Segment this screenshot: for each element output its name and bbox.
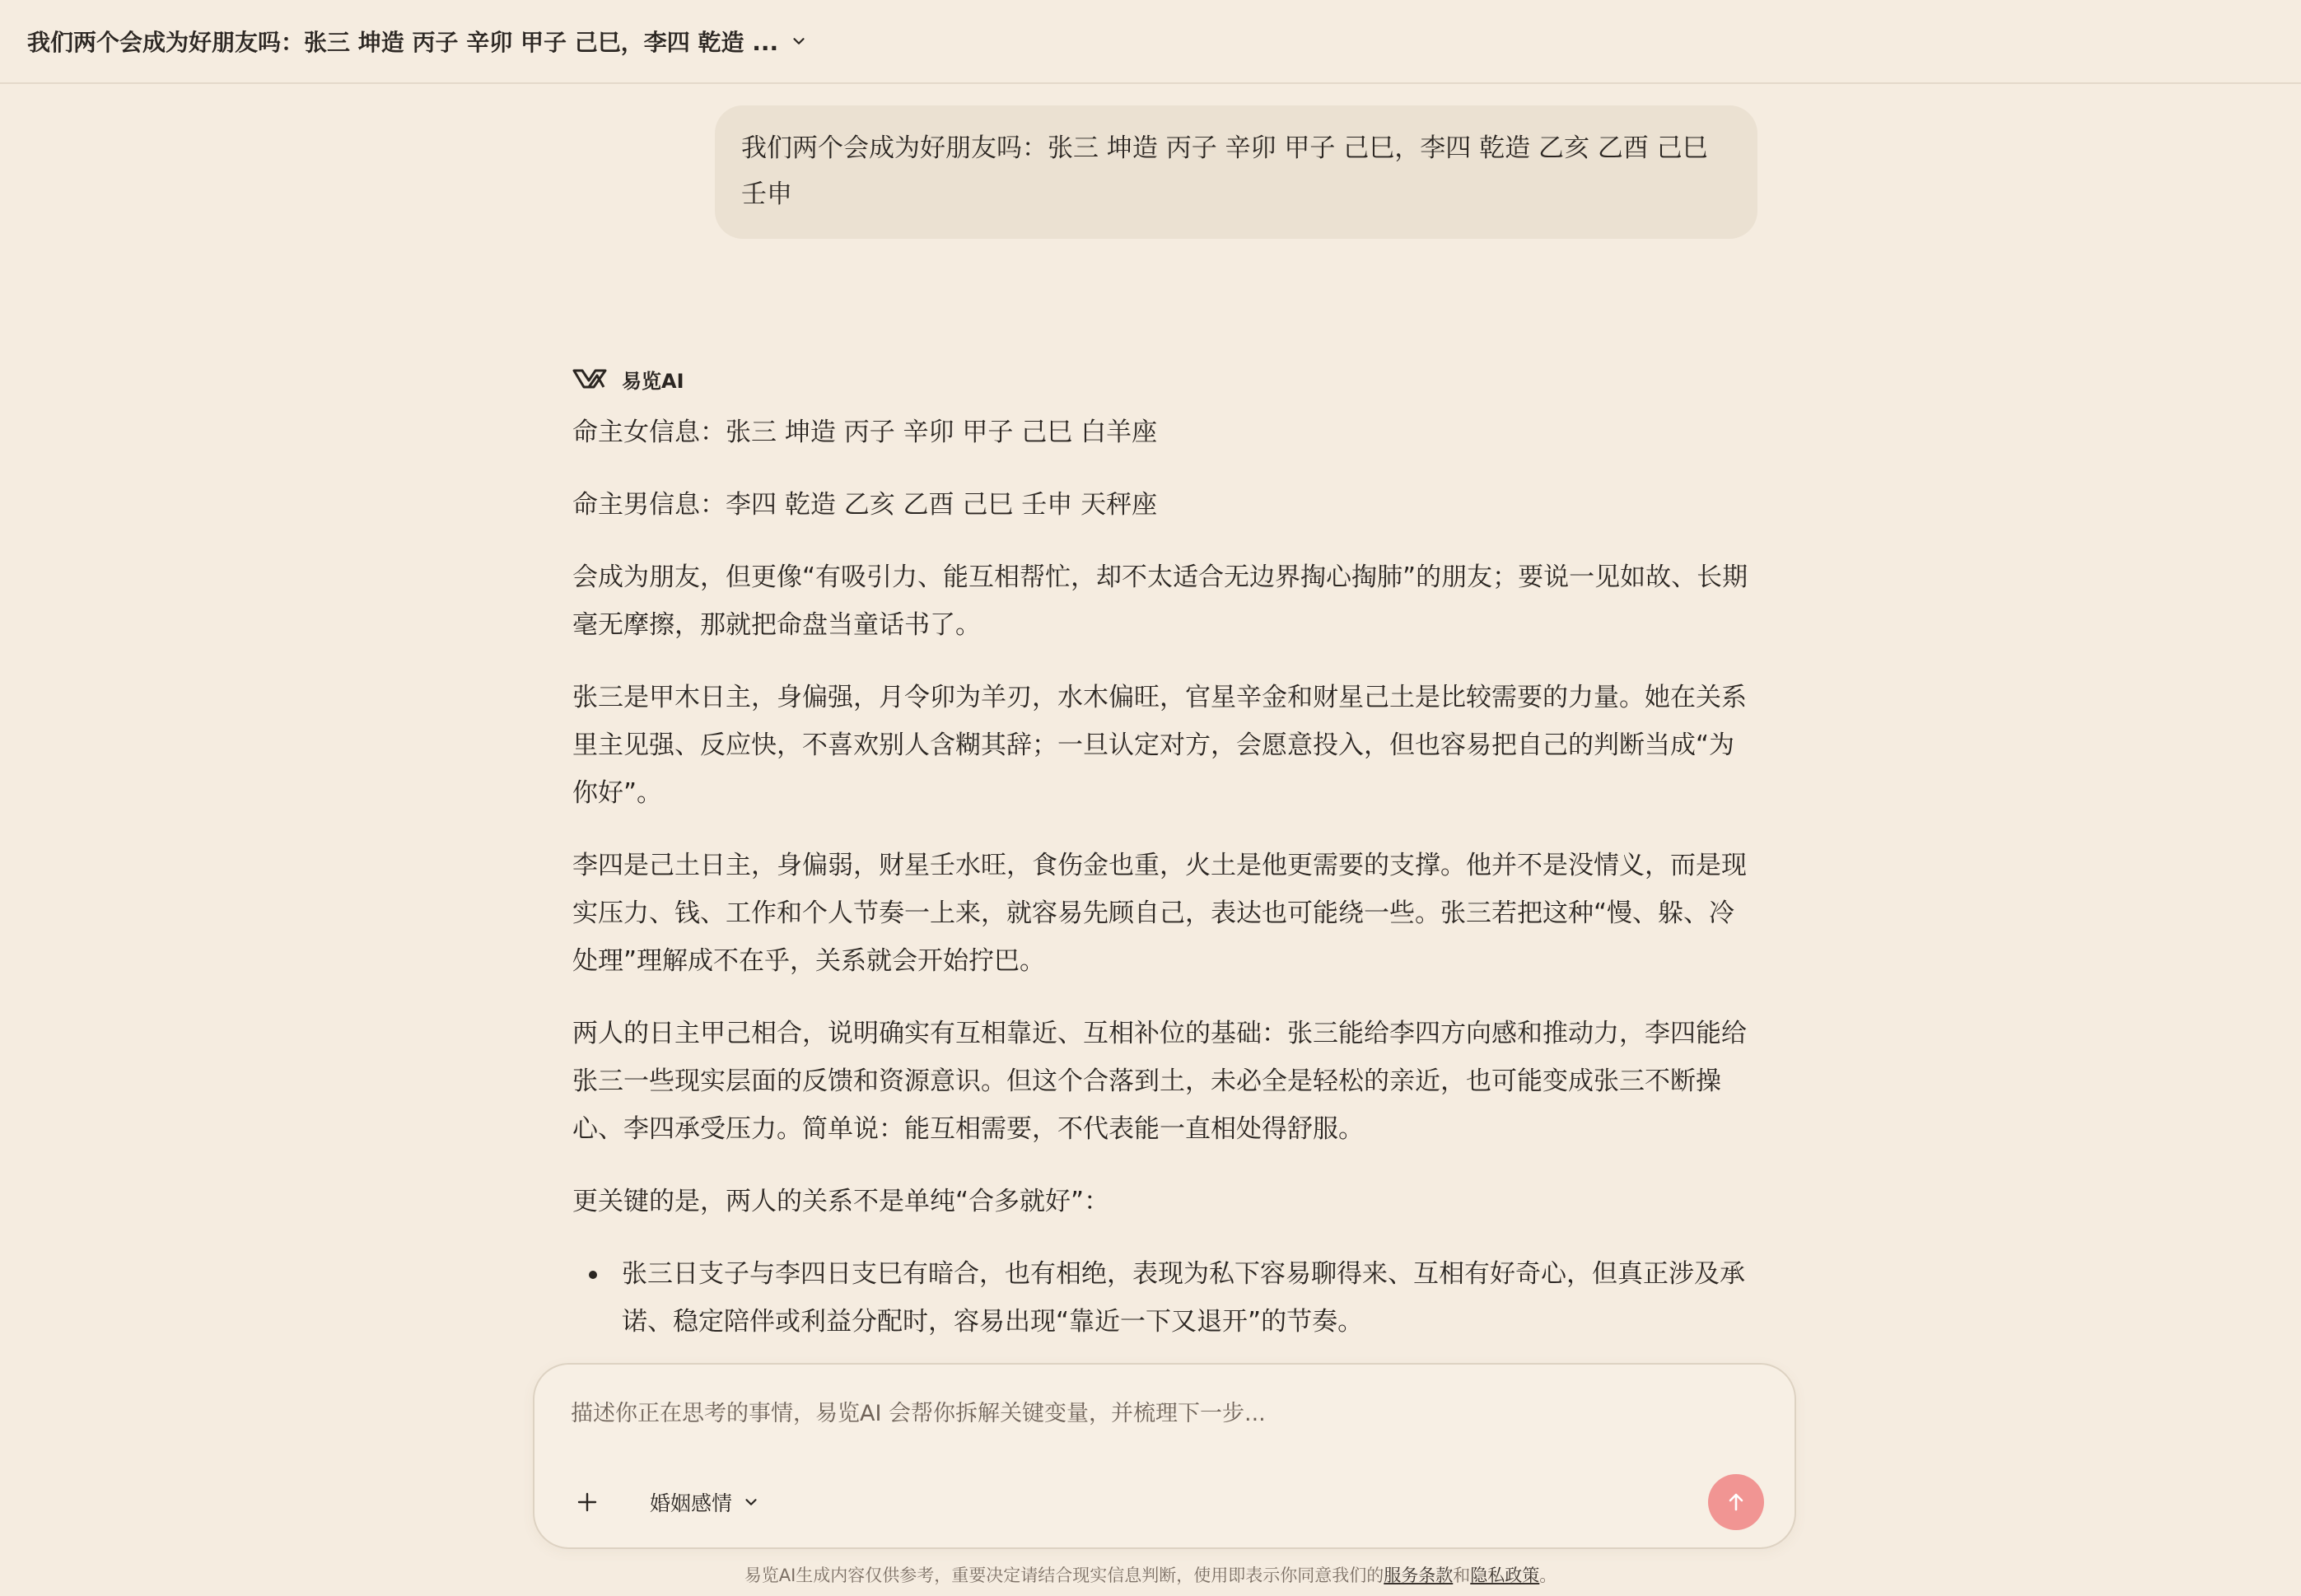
disclaimer-and: 和 <box>1453 1566 1471 1585</box>
chevron-down-icon <box>790 32 808 50</box>
user-message-bubble <box>715 105 1757 239</box>
mode-select-label: 婚姻感情 <box>650 1491 733 1515</box>
disclaimer-suffix: 。 <box>1539 1566 1557 1585</box>
conversation-title: 我们两个会成为好朋友吗：张三 坤造 丙子 辛卯 甲子 己巳，李四 乾造 ... <box>27 29 779 56</box>
bullet-dot-icon <box>572 1250 622 1346</box>
mode-select[interactable] <box>650 1484 760 1520</box>
yilan-logo-icon <box>572 366 607 392</box>
user-message-text: 我们两个会成为好朋友吗：张三 坤造 丙子 辛卯 甲子 己巳，李四 乾造 乙亥 乙酉 己巳 壬申 <box>741 133 1708 209</box>
conversation-title-dropdown[interactable] <box>27 25 808 58</box>
response-paragraph: 两人的日主甲己相合，说明确实有互相靠近、互相补位的基础：张三能给李四方向感和推动力，李四能给张三一些现实层面的反馈和资源意识。但这个合落到土，未必全是轻松的亲近，也可能变成张三不断操心、李四承受压力。简单说：能互相需要，不代表能一直相处得舒服。 <box>572 1019 1747 1144</box>
response-paragraph: 会成为朋友，但更像“有吸引力、能互相帮忙，却不太适合无边界掏心掏肺”的朋友；要说一见如故、长期毫无摩擦，那就把命盘当童话书了。 <box>572 562 1748 640</box>
message-composer <box>533 1363 1796 1549</box>
send-button[interactable] <box>1708 1474 1764 1530</box>
response-paragraph: 更关键的是，两人的关系不是单纯“合多就好”： <box>572 1187 1110 1216</box>
disclaimer-text: 易览AI生成内容仅供参考，重要决定请结合现实信息判断，使用即表示你同意我们的 <box>744 1566 1384 1585</box>
arrow-up-icon <box>1724 1490 1748 1514</box>
response-paragraph: 张三是甲木日主，身偏强，月令卯为羊刃，水木偏旺，官星辛金和财星己土是比较需要的力量。她在关系里主见强、反应快，不喜欢别人含糊其辞；一旦认定对方，会愿意投入，但也容易把自己的判断当成“为你好”。 <box>572 683 1747 808</box>
disclaimer <box>0 1562 2301 1587</box>
assistant-name: 易览AI <box>622 369 684 393</box>
response-bullet <box>572 1250 1758 1346</box>
plus-icon <box>576 1491 598 1513</box>
message-input[interactable] <box>571 1401 1757 1426</box>
terms-link[interactable]: 服务条款 <box>1384 1566 1454 1585</box>
chevron-down-icon <box>742 1493 760 1511</box>
response-paragraph: 李四是己土日主，身偏弱，财星壬水旺，食伤金也重，火土是他更需要的支撑。他并不是没情义，而是现实压力、钱、工作和个人节奏一上来，就容易先顾自己，表达也可能绕一些。张三若把这种“慢、躲、冷处理”理解成不在乎，关系就会开始拧巴。 <box>572 851 1747 976</box>
response-paragraph: 命主女信息：张三 坤造 丙子 辛卯 甲子 己巳 白羊座 <box>572 418 1158 447</box>
assistant-header <box>572 362 1758 395</box>
attach-button[interactable] <box>571 1486 604 1519</box>
assistant-message <box>572 362 1758 1346</box>
privacy-link[interactable]: 隐私政策 <box>1470 1566 1540 1585</box>
response-bullet-text: 张三日支子与李四日支巳有暗合，也有相绝，表现为私下容易聊得来、互相有好奇心，但真正涉及承诺、稳定陪伴或利益分配时，容易出现“靠近一下又退开”的节奏。 <box>622 1259 1745 1337</box>
top-bar <box>0 0 2301 84</box>
response-paragraph: 命主男信息：李四 乾造 乙亥 乙酉 己巳 壬申 天秤座 <box>572 490 1158 520</box>
